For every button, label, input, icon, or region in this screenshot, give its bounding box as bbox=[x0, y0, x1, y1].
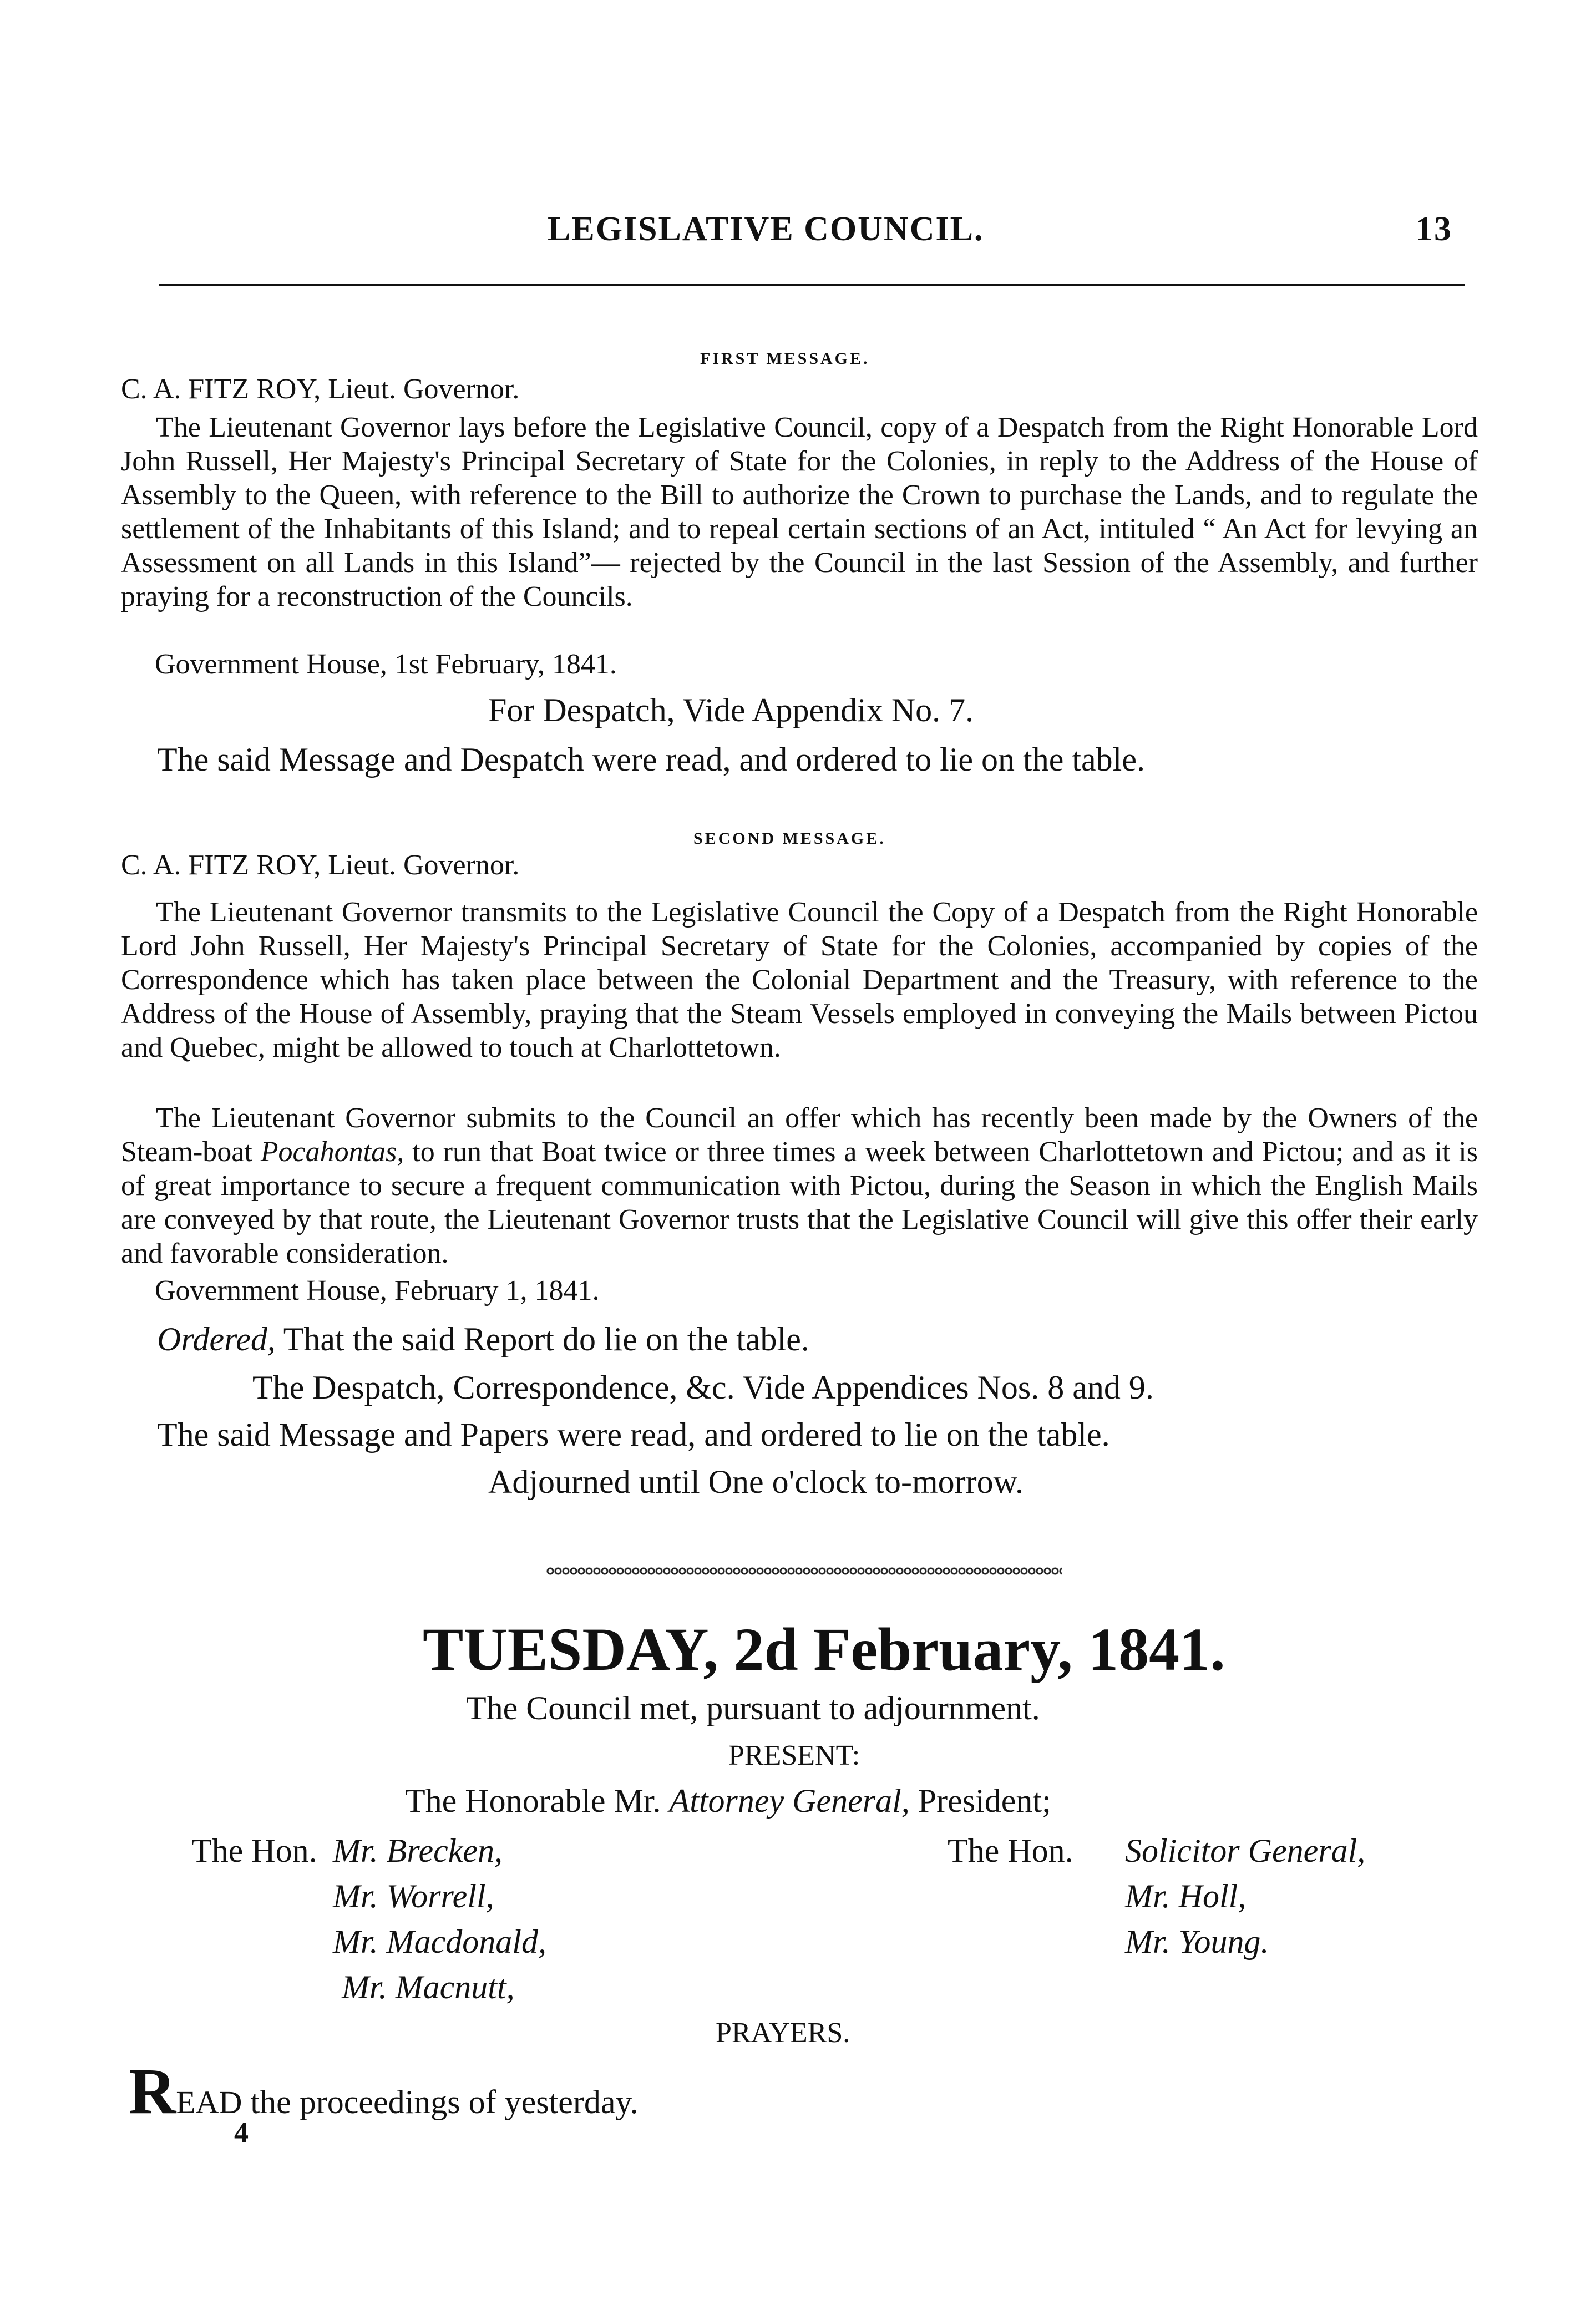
header-rule bbox=[159, 284, 1465, 286]
first-message-signature: C. A. FITZ ROY, Lieut. Governor. bbox=[121, 373, 520, 405]
left-members-prefix: The Hon. bbox=[191, 1832, 317, 1869]
read-line: READ the proceedings of yesterday. bbox=[129, 2055, 639, 2127]
adjourned-line: Adjourned until One o'clock to-morrow. bbox=[488, 1463, 1024, 1500]
second-message-read: The said Message and Papers were read, and ordered to lie on the table. bbox=[157, 1416, 1110, 1453]
vessel-name: Pocahontas, bbox=[260, 1136, 404, 1168]
ornamental-rule bbox=[546, 1566, 1062, 1576]
president-name: Attorney General, bbox=[669, 1782, 910, 1819]
member-name: Mr. Brecken, bbox=[333, 1832, 503, 1869]
right-members-prefix: The Hon. bbox=[948, 1832, 1073, 1869]
running-title: LEGISLATIVE COUNCIL. bbox=[548, 210, 984, 248]
second-message-dateline: Government House, February 1, 1841. bbox=[155, 1275, 600, 1306]
president-line: The Honorable Mr. Attorney General, President; bbox=[405, 1782, 1051, 1819]
second-message-heading: SECOND MESSAGE. bbox=[693, 829, 886, 848]
present-label: PRESENT: bbox=[728, 1740, 860, 1771]
first-message-body: The Lieutenant Governor lays before the Legislative Council, copy of a Despatch from the Right Honorable Lord John Russell, Her Majesty's Principal Secretary of State for the Colonies, in reply to the Address of the House of Assembly to the Queen, with reference to the Bill to authorize the Crown to purchase the Lands, and to regulate the settlement of the Inhabitants of this Island; and to repeal certain sections of an Act, intituled “ An Act for levying an Assessment on all Lands in this Island”— rejected by the Council in the last Session of the Assembly, and further praying for a reconstruction of the Councils. bbox=[121, 412, 1478, 612]
page-number: 13 bbox=[1416, 210, 1452, 248]
second-message-appendices: The Despatch, Correspondence, &c. Vide Appendices Nos. 8 and 9. bbox=[252, 1369, 1154, 1406]
drop-cap: R bbox=[129, 2055, 176, 2127]
member-name: Solicitor General, bbox=[1125, 1832, 1366, 1869]
council-met-line: The Council met, pursuant to adjournment. bbox=[466, 1690, 1040, 1726]
second-message-body-2: The Lieutenant Governor submits to the Council an offer which has recently been made by the Owners of the Steam-boat Pocahontas, to run that Boat twice or three times a week between Charlottetown and Pictou; and as it is of great importance to secure a frequent communication with Pictou, during the Season in which the English Mails are conveyed by that route, the Lieutenant Governor trusts that the Legislative Council will give this offer their early and favorable consideration. bbox=[121, 1102, 1478, 1269]
member-name: Mr. Macdonald, bbox=[333, 1923, 546, 1960]
first-message-despatch-note: For Despatch, Vide Appendix No. 7. bbox=[488, 692, 974, 728]
signature-mark: 4 bbox=[234, 2117, 249, 2149]
tuesday-heading: TUESDAY, 2d February, 1841. bbox=[423, 1615, 1225, 1683]
second-message-ordered: Ordered, That the said Report do lie on the table. bbox=[157, 1321, 809, 1357]
member-name: Mr. Worrell, bbox=[333, 1878, 494, 1914]
first-message-ordered: The said Message and Despatch were read, and ordered to lie on the table. bbox=[157, 741, 1145, 778]
second-message-body-1: The Lieutenant Governor transmits to the Legislative Council the Copy of a Despatch from the Right Honorable Lord John Russell, Her Majesty's Principal Secretary of State for the Colonies, accompanied by copies of the Correspondence which has taken place between the Colonial Department and the Treasury, with reference to the Address of the House of Assembly, praying that the Steam Vessels employed in conveying the Mails between Pictou and Quebec, might be allowed to touch at Charlottetown. bbox=[121, 896, 1478, 1063]
first-message-heading: FIRST MESSAGE. bbox=[700, 349, 870, 368]
member-name: Mr. Young. bbox=[1125, 1923, 1269, 1960]
prayers-label: PRAYERS. bbox=[716, 2017, 850, 2049]
member-name: Mr. Macnutt, bbox=[342, 1969, 515, 2005]
second-message-signature: C. A. FITZ ROY, Lieut. Governor. bbox=[121, 849, 520, 881]
member-name: Mr. Holl, bbox=[1125, 1878, 1247, 1914]
first-message-dateline: Government House, 1st February, 1841. bbox=[155, 649, 617, 680]
